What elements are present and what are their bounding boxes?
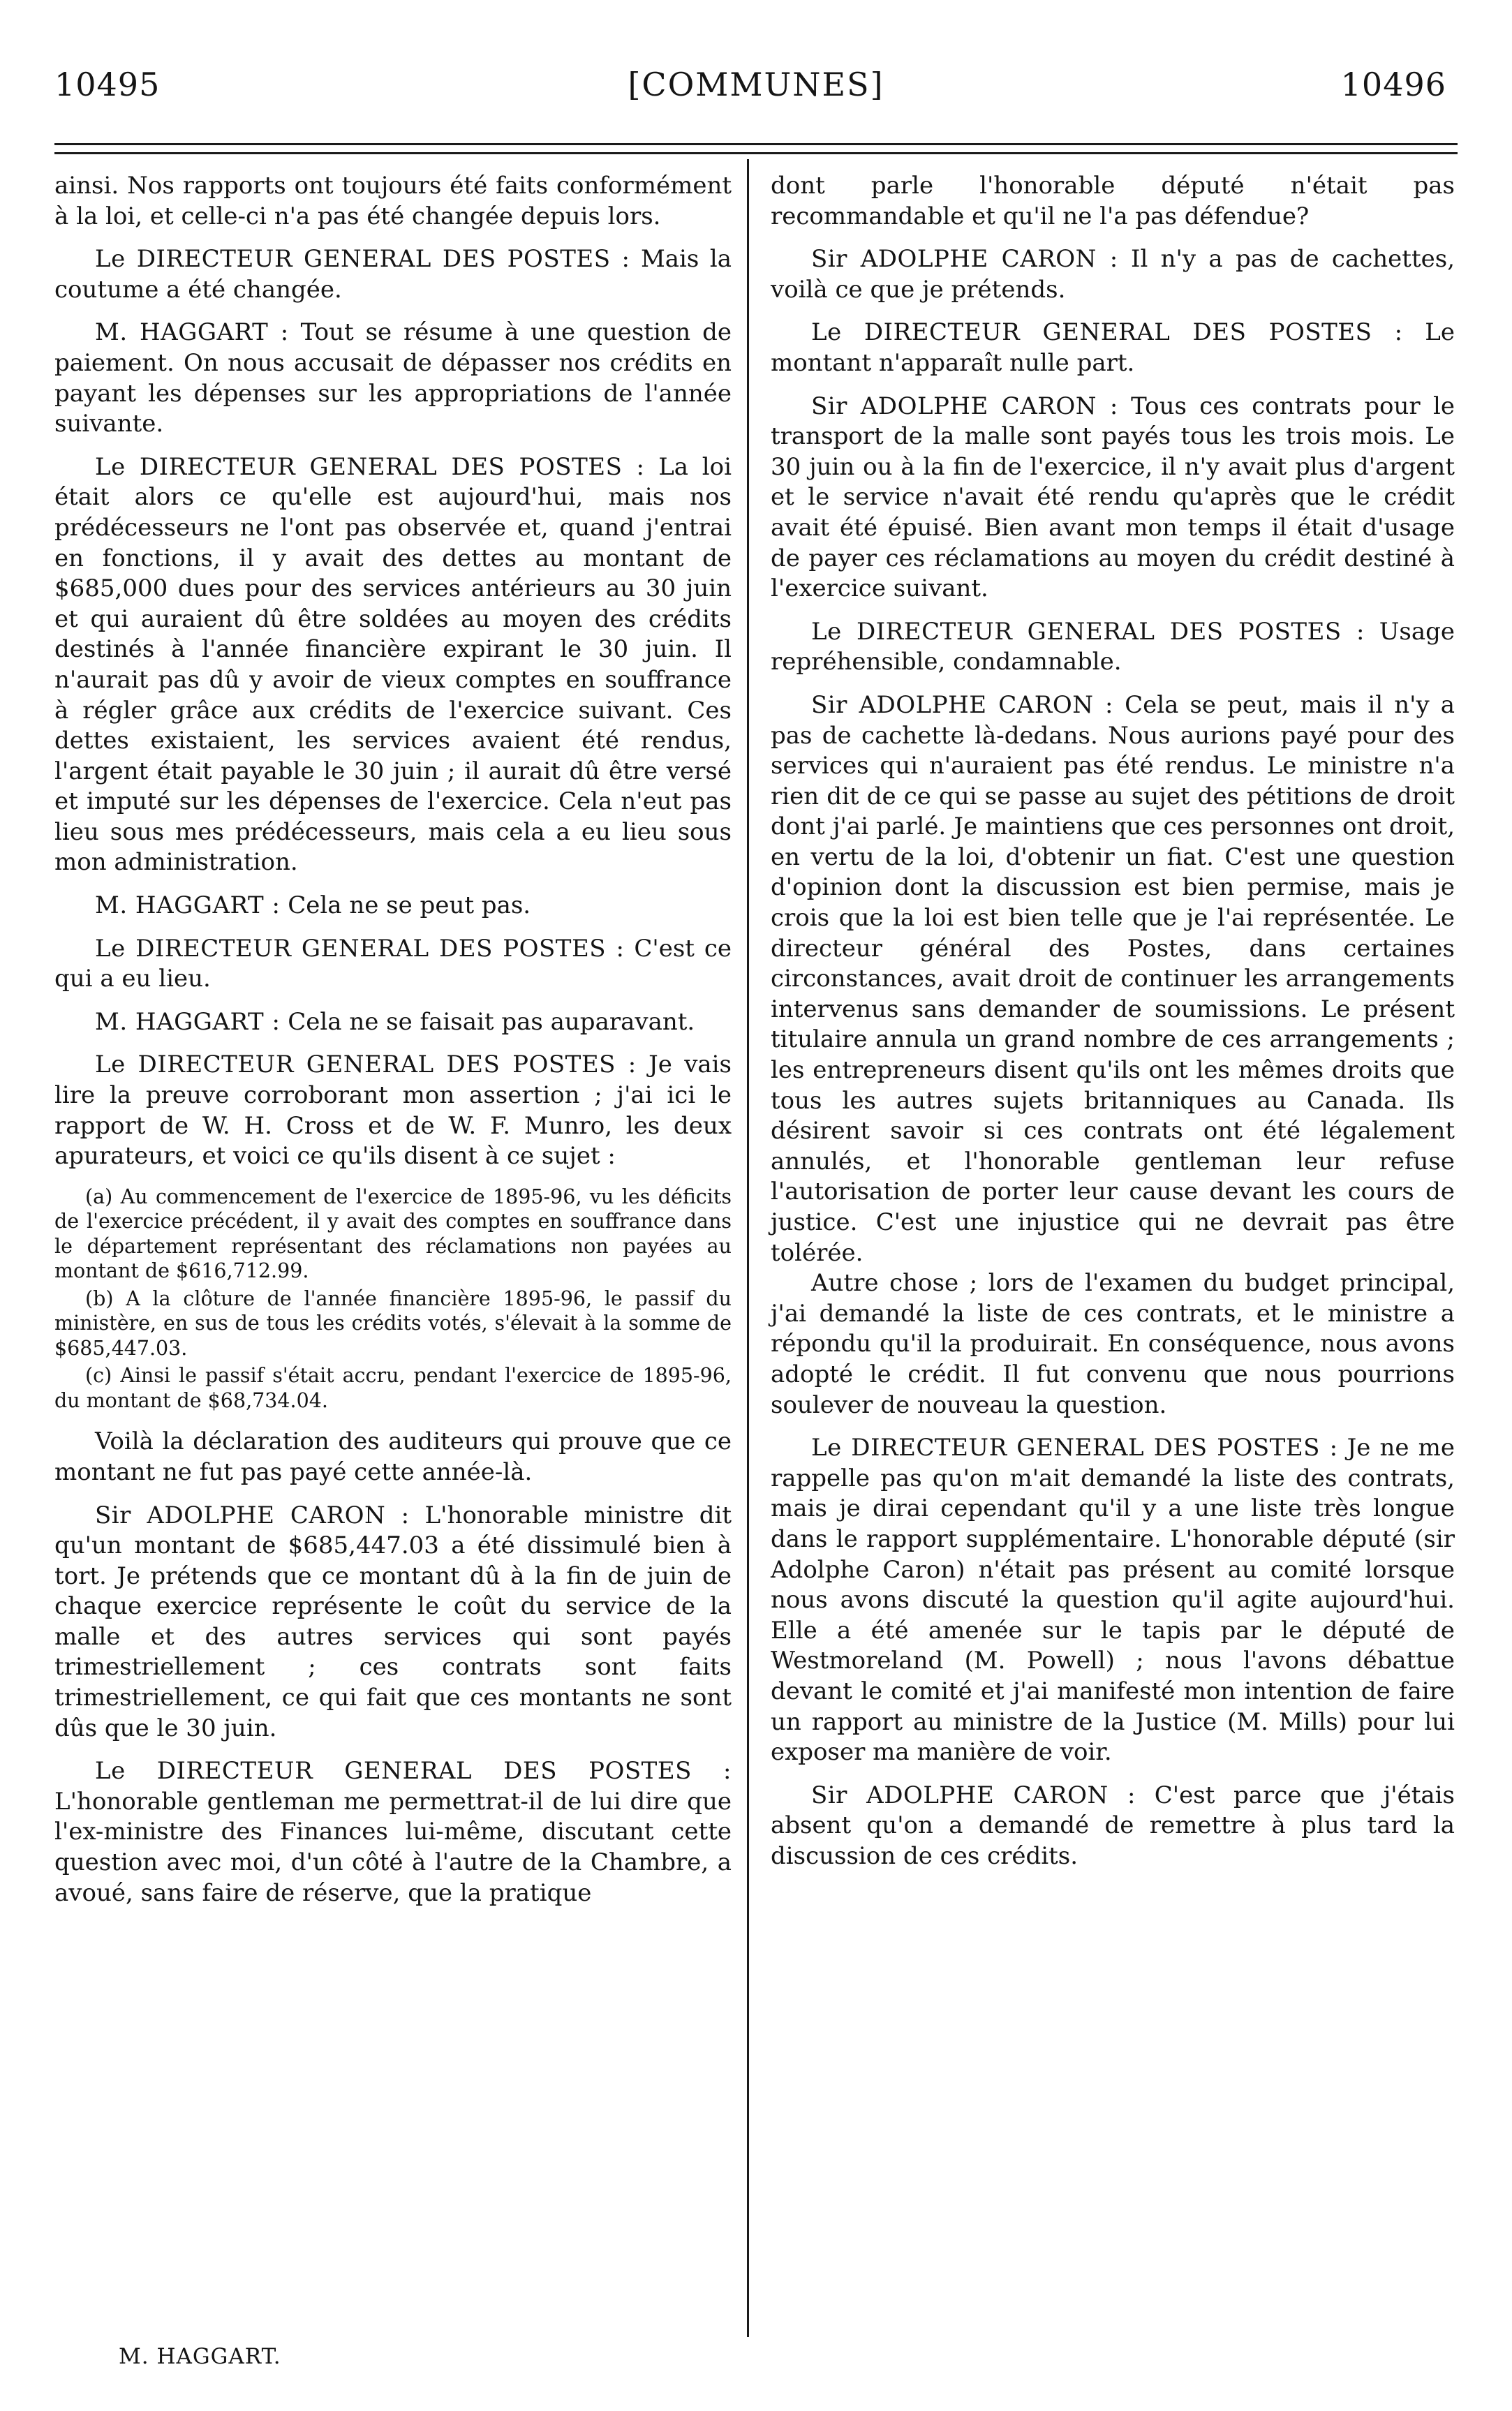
paragraph: M. HAGGART : Cela ne se faisait pas auparavant. [95, 1007, 695, 1036]
speaker-name: M. HAGGART : [95, 891, 281, 920]
paragraph: Le DIRECTEUR GENERAL DES POSTES : Usage repréhensible, condamnable. [771, 617, 1455, 676]
paragraph: Le DIRECTEUR GENERAL DES POSTES : Mais la coutume a été changée. [54, 245, 732, 304]
left-column [54, 171, 732, 1921]
paragraph: Sir ADOLPHE CARON : Tous ces contrats pour le transport de la malle sont payés tous les trois mois. Le 30 juin ou à la fin de l'exercice, il n'y avait plus d'argent et le service n'avait été rendu qu'après que le crédit avait été épuisé. Bien avant mon temps il était d'usage de payer ces réclamations au moyen du crédit destiné à l'exercice suivant. [771, 392, 1455, 603]
speaker-name: Sir ADOLPHE CARON : [811, 690, 1114, 719]
speaker-name: Le DIRECTEUR GENERAL DES POSTES : [95, 245, 630, 274]
speaker-name: M. HAGGART : [95, 1007, 281, 1036]
quoted-item: (a) Au commencement de l'exercice de 1895-96, vu les déficits de l'exercice précédent, il y avait des comptes en souffrance dans le département représentant des réclamations non payées au montant de $616,712.99. [54, 1185, 732, 1283]
paragraph: M. HAGGART : Cela ne se peut pas. [95, 891, 531, 920]
speaker-name: Le DIRECTEUR GENERAL DES POSTES : [811, 617, 1365, 646]
page-number-right: 10496 [1340, 66, 1446, 103]
paragraph: Le DIRECTEUR GENERAL DES POSTES : Je ne me rappelle pas qu'on m'ait demandé la liste des contrats, mais je dirai cependant qu'il y a une liste très longue dans le rapport supplémentaire. L'honorable député (sir Adolphe Caron) n'était pas présent au comité lorsque nous avons discuté la question qu'il agite aujourd'hui. Elle a été amenée sur le tapis par le député de Westmoreland (M. Powell) ; nous l'avons débattue devant le comité et j'ai manifesté mon intention de faire un rapport au ministre de la Justice (M. Mills) pour lui exposer ma manière de voir. [771, 1434, 1455, 1767]
page-number-left: 10495 [54, 66, 161, 103]
paragraph: Sir ADOLPHE CARON : Cela se peut, mais il n'y a pas de cachette là-dedans. Nous aurions payé pour des services qui n'auraient pas été rendus. Le ministre n'a rien dit de ce qui se passe au sujet des pétitions de droit dont j'ai parlé. Je maintiens que ces personnes ont droit, en vertu de la loi, d'obtenir un fiat. C'est une question d'opinion dont la discussion est bien permise, mais je crois que la loi est bien telle que je l'ai représentée. Le directeur général des Postes, dans certaines circonstances, avait droit de continuer les arrangements intervenus sans demander de soumissions. Le présent titulaire annula un grand nombre de ces arrangements ; les entrepreneurs disent qu'ils ont les mêmes droits que tous les autres sujets britanniques au Canada. Ils désirent savoir si ces contrats ont été légalement annulés, et l'honorable gentleman leur refuse l'autorisation de porter leur cause devant les cours de justice. C'est une injustice qui ne devrait pas être tolérée. [771, 690, 1455, 1267]
header-rule [54, 152, 1458, 154]
paragraph: Le DIRECTEUR GENERAL DES POSTES : L'honorable gentleman me permettrat-il de lui dire que l'ex-ministre des Finances lui-même, discutant cette question avec moi, d'un côté à l'autre de la Chambre, a avoué, sans faire de réserve, que la pratique [54, 1757, 732, 1907]
paragraph: Le DIRECTEUR GENERAL DES POSTES : Le montant n'apparaît nulle part. [771, 318, 1455, 377]
speaker-name: Sir ADOLPHE CARON : [95, 1501, 410, 1529]
speaker-name: Le DIRECTEUR GENERAL DES POSTES : [95, 1757, 732, 1786]
paragraph: Sir ADOLPHE CARON : Il n'y a pas de cachettes, voilà ce que je prétends. [771, 245, 1455, 304]
quoted-item: (c) Ainsi le passif s'était accru, pendant l'exercice de 1895-96, du montant de $68,734.04. [54, 1364, 732, 1412]
speaker-name: Sir ADOLPHE CARON : [811, 245, 1118, 274]
paragraph: Sir ADOLPHE CARON : L'honorable ministre dit qu'un montant de $685,447.03 a été dissimulé bien à tort. Je prétends que ce montant dû à la fin de juin de chaque exercice représente le coût du service de la malle et des autres services qui sont payés trimestriellement ; ces contrats sont faits trimestriellement, ce qui fait que ces montants ne sont dûs que le 30 juin. [54, 1501, 732, 1742]
speaker-name: M. HAGGART : [95, 318, 289, 347]
speaker-name: Le DIRECTEUR GENERAL DES POSTES : [95, 1051, 637, 1079]
paragraph: Sir ADOLPHE CARON : C'est parce que j'étais absent qu'on a demandé de remettre à plus tard la discussion de ces crédits. [771, 1781, 1455, 1870]
paragraph: Le DIRECTEUR GENERAL DES POSTES : C'est ce qui a eu lieu. [54, 934, 732, 993]
quoted-item: (b) A la clôture de l'année financière 1895-96, le passif du ministère, en sus de tous les crédits votés, s'élevait à la somme de $685,447.03. [54, 1286, 732, 1360]
paragraph: M. HAGGART : Tout se résume à une question de paiement. On nous accusait de dépasser nos crédits en payant les dépenses sur les appropriations de l'année suivante. [54, 318, 732, 438]
running-head: [COMMUNES] [628, 66, 884, 103]
speaker-name: Sir ADOLPHE CARON : [811, 392, 1118, 420]
paragraph: dont parle l'honorable député n'était pas recommandable et qu'il ne l'a pas défendue? [771, 172, 1455, 230]
column-divider [747, 159, 749, 2337]
paragraph: Le DIRECTEUR GENERAL DES POSTES : Je vais lire la preuve corroborant mon assertion ; j'ai ici le rapport de W. H. Cross et de W. F. Munro, les deux apurateurs, et voici ce qu'ils disent à ce sujet : [54, 1051, 732, 1171]
speaker-name: Le DIRECTEUR GENERAL DES POSTES : [811, 318, 1403, 347]
paragraph: Autre chose ; lors de l'examen du budget principal, j'ai demandé la liste de ces contrats, et le ministre a répondu qu'il la produirait. En conséquence, nous avons adopté le crédit. Il fut convenu que nous pourrions soulever de nouveau la question. [771, 1269, 1455, 1419]
paragraph: Voilà la déclaration des auditeurs qui prouve que ce montant ne fut pas payé cette année-là. [54, 1427, 732, 1486]
speaker-name: Sir ADOLPHE CARON : [811, 1781, 1136, 1809]
catchword: M. HAGGART. [119, 2344, 281, 2369]
speaker-name: Le DIRECTEUR GENERAL DES POSTES : [811, 1434, 1338, 1462]
speaker-name: Le DIRECTEUR GENERAL DES POSTES : [95, 452, 645, 481]
header-rule [54, 143, 1458, 145]
speaker-name: Le DIRECTEUR GENERAL DES POSTES : [95, 934, 625, 963]
right-column [771, 171, 1455, 1884]
paragraph: ainsi. Nos rapports ont toujours été faits conformément à la loi, et celle-ci n'a pas été changée depuis lors. [54, 172, 732, 230]
paragraph: Le DIRECTEUR GENERAL DES POSTES : La loi était alors ce qu'elle est aujourd'hui, mais nos prédécesseurs ne l'ont pas observée et, quand j'entrai en fonctions, il y avait des dettes au montant de $685,000 dues pour des services antérieurs au 30 juin et qui auraient dû être soldées au moyen des crédits destinés à l'année financière expirant le 30 juin. Il n'aurait pas dû y avoir de vieux comptes en souffrance à régler grâce aux crédits de l'exercice suivant. Ces dettes existaient, les services avaient été rendus, l'argent était payable le 30 juin ; il aurait dû être versé et imputé sur les dépenses de l'exercice. Cela n'eut pas lieu sous mes prédécesseurs, mais cela a eu lieu sous mon administration. [54, 452, 732, 877]
